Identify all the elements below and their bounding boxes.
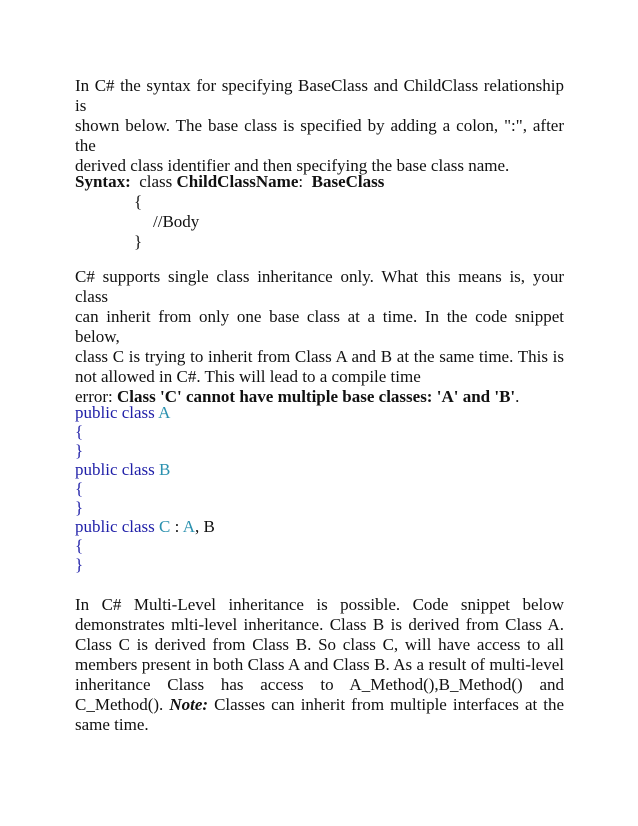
paragraph-line: not allowed in C#. This will lead to a compile time [75,367,421,386]
syntax-base-name: BaseClass [311,172,385,191]
note-prefix: C_Method(). [75,695,170,714]
intro-line: shown below. The base class is specified by adding a colon, ":", after the [75,116,564,155]
intro-line: In C# the syntax for specifying BaseClass and ChildClass relationship is [75,76,564,115]
syntax-label: Syntax: [75,172,131,191]
paragraph-line: inheritance Class has access to A_Method(),B_Method() and [75,675,564,694]
syntax-line [75,172,384,192]
paragraph-line: members present in both Class A and Class B. As a result of multi-level [75,655,564,674]
code-snippet [75,403,215,574]
multilevel-paragraph [75,595,564,735]
code-keyword: public class [75,403,155,422]
syntax-open-brace: { [134,192,143,211]
intro-paragraph [75,76,564,176]
code-close-brace: } [75,555,84,574]
error-suffix: . [515,387,520,406]
code-open-brace: { [75,479,84,498]
paragraph-line: C# supports single class inheritance only. What this means is, your class [75,267,564,306]
error-prefix: error: [75,387,118,406]
paragraph-line: same time. [75,715,149,734]
paragraph-line: In C# Multi-Level inheritance is possible. Code snippet below [75,595,564,614]
syntax-keyword: class [139,172,173,191]
code-close-brace: } [75,441,84,460]
code-class-name: A [158,403,171,422]
syntax-block [75,172,384,252]
code-close-brace: } [75,498,84,517]
paragraph-line: Class C is derived from Class B. So class C, will have access to all [75,635,564,654]
code-line [75,460,215,479]
code-line [75,403,215,422]
single-inheritance-paragraph [75,267,564,407]
note-line [75,695,564,715]
code-keyword: public class [75,460,155,479]
code-open-brace: { [75,422,84,441]
error-message: Class 'C' cannot have multiple base classes: 'A' and 'B' [117,387,516,406]
code-class-name: C [159,517,171,536]
code-class-name: B [159,460,171,479]
code-separator: : [170,517,183,536]
code-line [75,517,215,536]
code-base-class: A [182,517,195,536]
syntax-colon: : [298,172,304,191]
code-base-class-b: , B [194,517,215,536]
note-label: Note: [169,695,209,714]
syntax-body-comment: //Body [153,212,200,231]
syntax-child-name: ChildClassName [176,172,299,191]
code-open-brace: { [75,536,84,555]
intro-line: derived class identifier and then specifying the base class name. [75,156,510,175]
note-text: Classes can inherit from multiple interfaces at the [208,695,565,714]
syntax-close-brace: } [134,232,143,251]
code-keyword: public class [75,517,155,536]
paragraph-line: can inherit from only one base class at a time. In the code snippet below, [75,307,564,346]
paragraph-line: class C is trying to inherit from Class A and B at the same time. This is [75,347,564,366]
paragraph-line: demonstrates mlti-level inheritance. Class B is derived from Class A. [75,615,564,634]
